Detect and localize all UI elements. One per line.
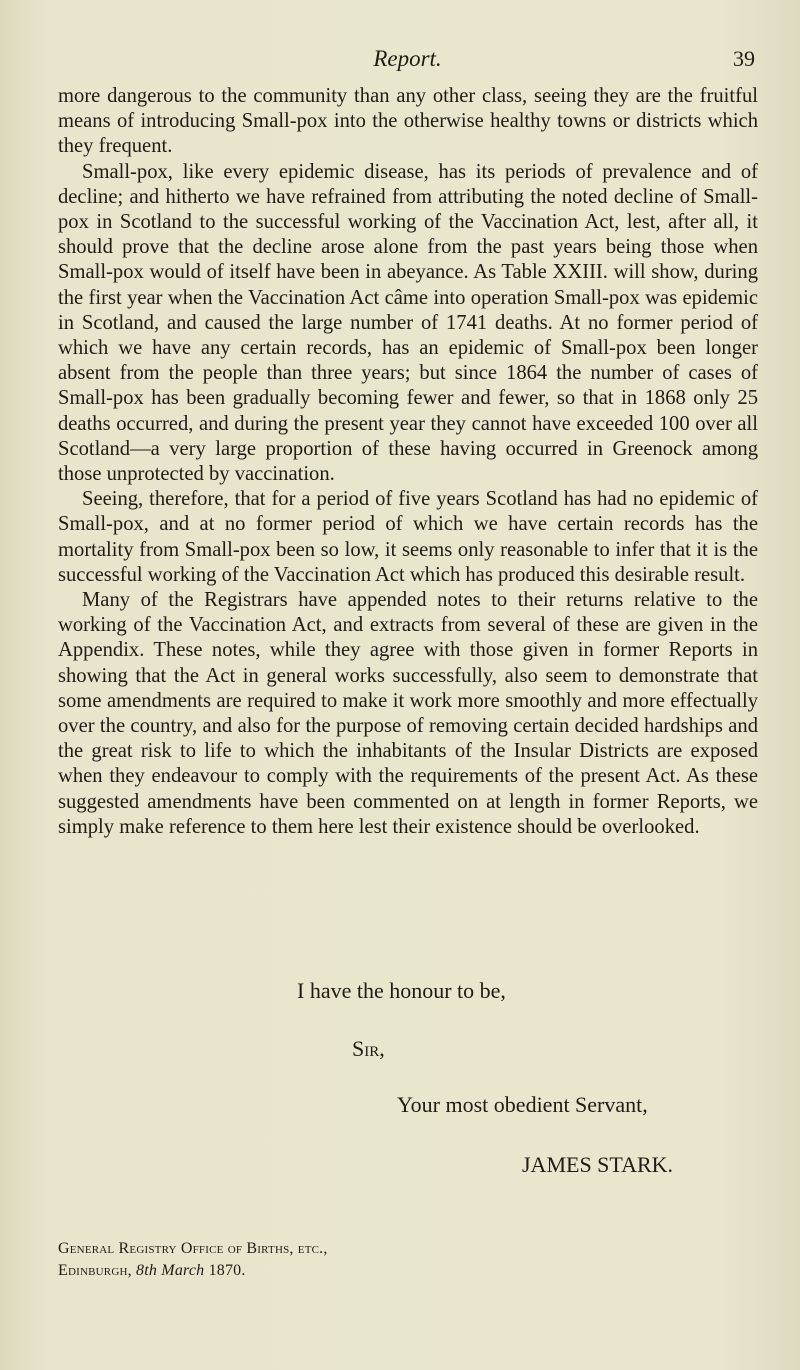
office-address [58,1238,328,1282]
closing-line-sir: Sir, [352,1036,385,1061]
paragraph-five-years: Seeing, therefore, that for a period of five years Scotland has had no epidemic of Small-pox, and at no former period of which we have certain records has the mortality from Small-pox been so low, it seems only reasonable to infer that it is the successful working of the Vaccination Act which has produced this desirable result. [58,488,758,586]
office-year: 1870. [208,1262,246,1279]
running-head [60,46,755,76]
report-body [58,84,758,840]
paragraph-small-pox-decline: Small-pox, like every epidemic disease, has its periods of prevalence and of decline; and hitherto we have refrained from attributing the noted decline of Small-pox in Scotland to the successful working of the Vaccination Act, lest, after all, it should prove that the decline arose alone from the past years being those when Small-pox would of itself have been in abeyance. As Table XXIII. will show, during the first year when the Vaccination Act câme into operation Small-pox was epidemic in Scotland, and caused the large number of 1741 deaths. At no former period of which we have any certain records, has an epidemic of Small-pox been longer absent from the people than three years; but since 1864 the number of cases of Small-pox has been gradually becoming fewer and fewer, so that in 1868 only 25 deaths occurred, and during the present year they cannot have exceeded 100 over all Scotland—a very large proportion of these having occurred in Greenock among those unprotected by vaccination. [58,160,758,486]
paragraph-registrars-notes: Many of the Registrars have appended notes to their returns relative to the working of the Vaccination Act, and extracts from several of these are given in the Appendix. These notes, while they agree with those given in former Reports in showing that the Act in general works successfully, also seem to demonstrate that some amendments are required to make it work more smoothly and more effectually over the country, and also for the purpose of removing certain decided hardships and the great risk to life to which the inhabitants of the Insular Districts are exposed when they endeavour to comply with the requirements of the present Act. As these suggested amendments have been commented on at length in former Reports, we simply make reference to them here lest their existence should be overlooked. [58,589,758,838]
office-place: Edinburgh, [58,1262,132,1279]
page-number: 39 [733,46,755,71]
office-day-month: 8th March [136,1262,205,1279]
office-date [136,1262,246,1279]
closing-line-honour: I have the honour to be, [297,978,506,1003]
closing-line-servant: Your most obedient Servant, [397,1092,648,1117]
paragraph-continuation: more dangerous to the community than any other class, seeing they are the fruitful means of introducing Small-pox into the otherwise healthy towns or districts which they frequent. [58,85,758,158]
office-name: General Registry Office of Births, etc., [58,1240,328,1257]
running-title: Report. [373,46,442,71]
office-date-line [58,1260,328,1282]
signature: JAMES STARK. [522,1152,674,1177]
